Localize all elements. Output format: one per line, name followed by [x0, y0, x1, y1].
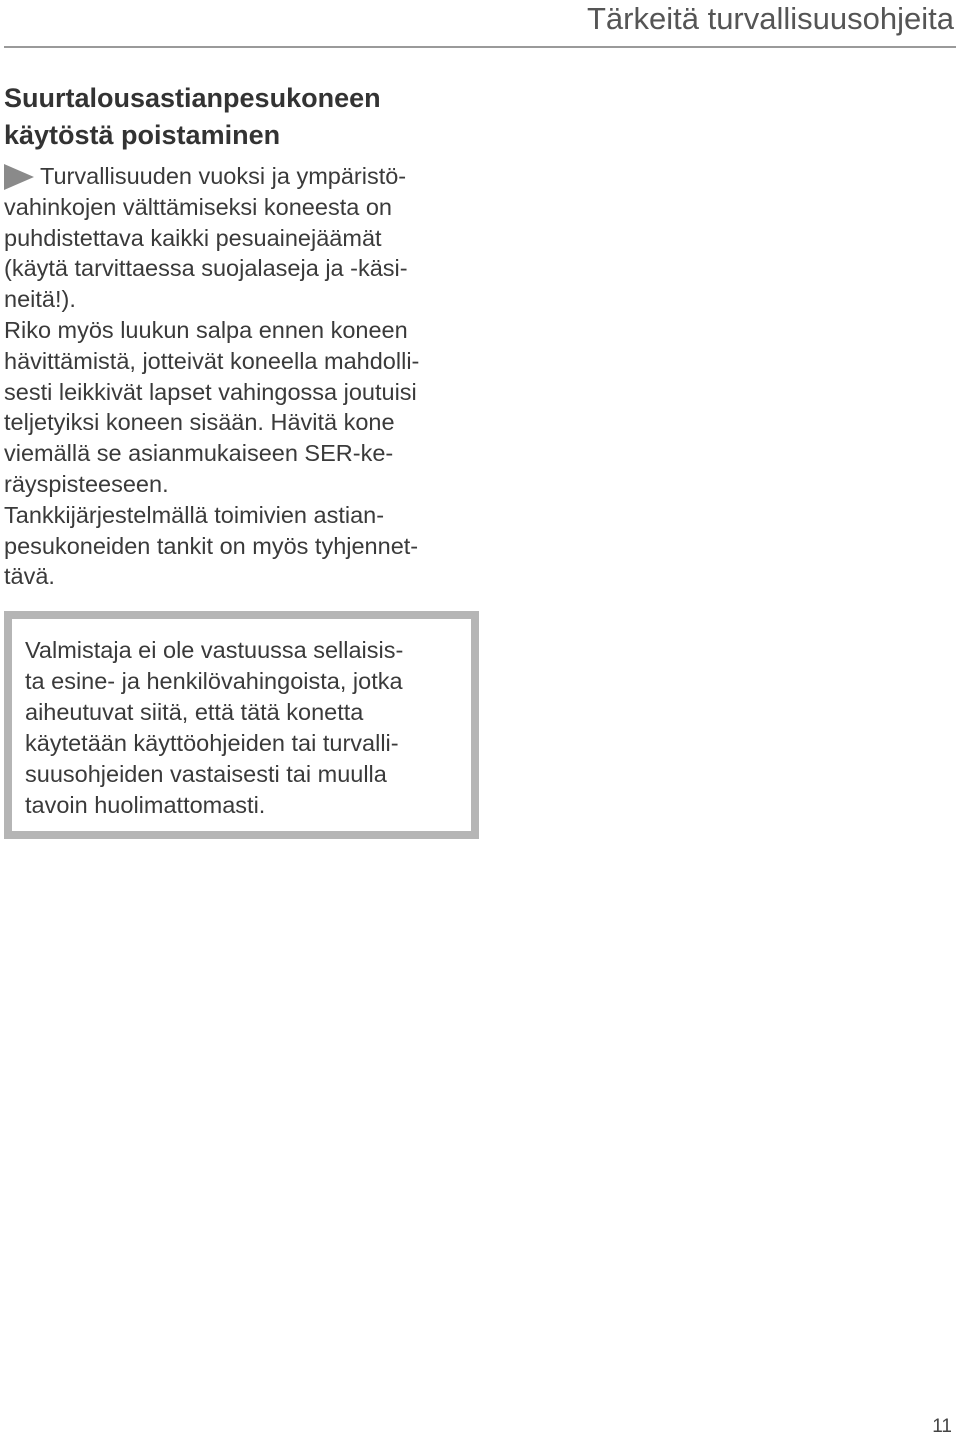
tank-paragraph [4, 500, 474, 592]
text-line: räyspisteeseen. [4, 470, 169, 497]
page-number: 11 [932, 1416, 952, 1437]
liability-note-text [25, 635, 471, 821]
text-line: neitä!). [4, 286, 76, 313]
instruction-paragraph [4, 161, 474, 315]
text-line-content: Turvallisuuden vuoksi ja ympäristö- [40, 163, 407, 189]
page-header-title: Tärkeitä turvallisuusohjeita [586, 1, 954, 36]
door-latch-paragraph [4, 315, 474, 500]
text-line: käytetään käyttöohjeiden tai turvalli- [25, 730, 399, 757]
text-line: tavoin huolimattomasti. [25, 792, 266, 819]
section-heading-line: käytöstä poistaminen [4, 120, 281, 150]
text-line: (käytä tarvittaessa suojalaseja ja -käsi- [4, 255, 408, 282]
text-line [4, 161, 474, 192]
text-line: aiheutuvat siitä, että tätä konetta [25, 699, 364, 726]
section-heading [4, 80, 474, 154]
text-line: pesukoneiden tankit on myös tyhjennet- [4, 532, 419, 559]
section-heading-line: Suurtalousastianpesukoneen [4, 83, 381, 113]
liability-note-box [4, 611, 479, 839]
text-line: Valmistaja ei ole vastuussa sellaisis- [25, 637, 404, 664]
text-line: suusohjeiden vastaisesti tai muulla [25, 761, 387, 788]
text-line: hävittämistä, jotteivät koneella mahdolli- [4, 347, 420, 374]
text-line: tävä. [4, 563, 55, 590]
text-line: sesti leikkivät lapset vahingossa joutuisi [4, 378, 417, 405]
text-line: puhdistettava kaikki pesuainejäämät [4, 224, 382, 251]
text-line: Riko myös luukun salpa ennen koneen [4, 316, 408, 343]
arrow-right-icon [4, 164, 34, 190]
text-line: vahinkojen välttämiseksi koneesta on [4, 193, 392, 220]
text-line: teljetyiksi koneen sisään. Hävitä kone [4, 409, 395, 436]
text-line: Tankkijärjestelmällä toimivien astian- [4, 501, 385, 528]
content-column [4, 80, 474, 839]
text-line: viemällä se asianmukaiseen SER-ke- [4, 440, 394, 467]
text-line: ta esine- ja henkilövahingoista, jotka [25, 668, 403, 695]
header-divider [4, 46, 956, 48]
